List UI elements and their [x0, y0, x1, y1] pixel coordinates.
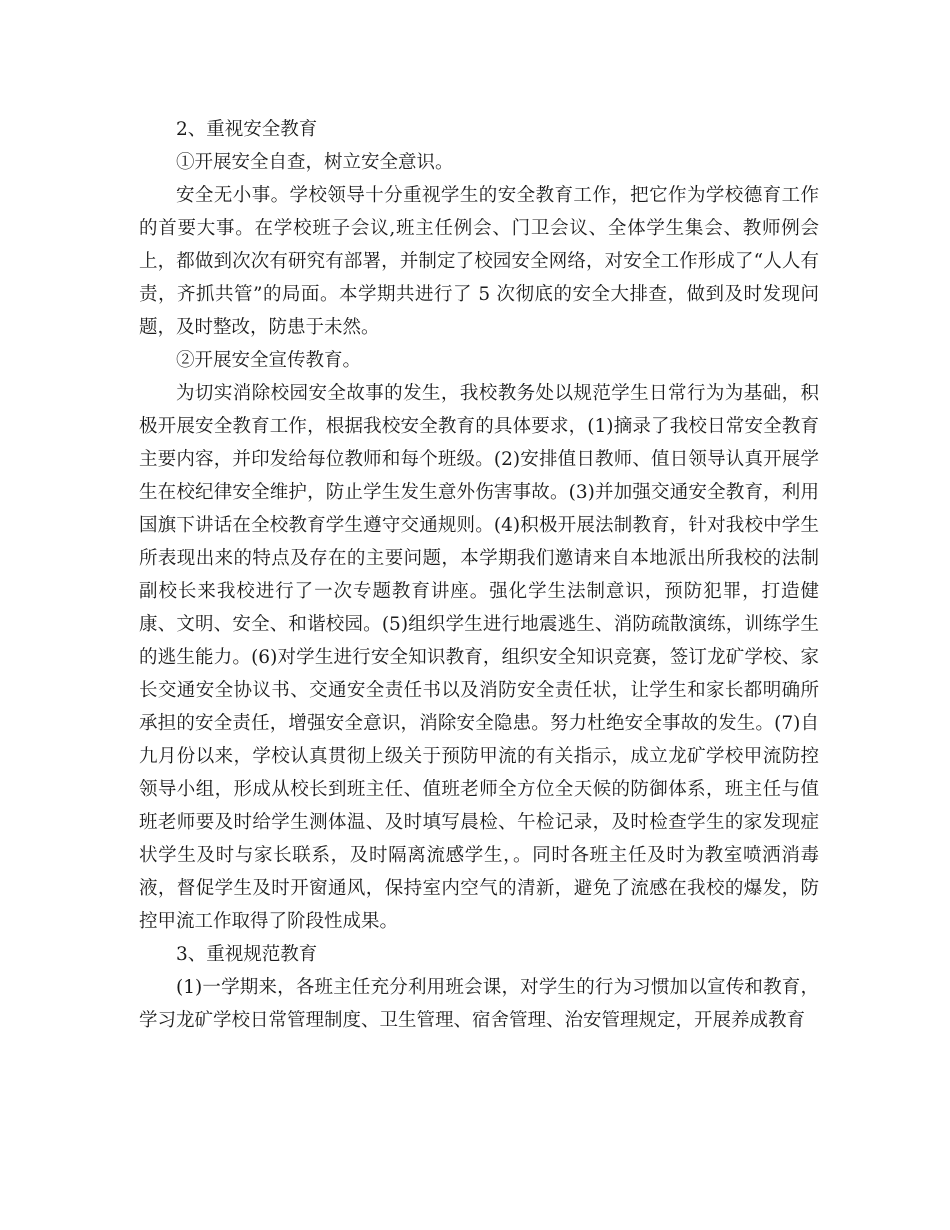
subheading-safety-self-check: ①开展安全自查，树立安全意识。 — [176, 152, 454, 173]
paragraph-safety-publicity: 为切实消除校园安全故事的发生，我校教务处以规范学生日常行为为基础，积极开展安全教育工作，根据我校安全教育的具体要求，(1)摘录了我校日常安全教育主要内容，并印发给每位教师和每个班级。(2)安排值日教师、值日领导认真开展学生在校纪律安全维护，防止学生发生意外伤害事故。(3)并加强交通安全教育，利用国旗下讲话在全校教育学生遵守交通规则。(4)积极开展法制教育，针对我校中学生所表现出来的特点及存在的主要问题，本学期我们邀请来自本地派出所我校的法制副校长来我校进行了一次专题教育讲座。强化学生法制意识，预防犯罪，打造健康、文明、安全、和谐校园。(5)组织学生进行地震逃生、消防疏散演练，训练学生的逃生能力。(6)对学生进行安全知识教育，组织安全知识竞赛，签订龙矿学校、家长交通安全协议书、交通安全责任书以及消防安全责任状，让学生和家长都明确所承担的安全责任，增强安全意识，消除安全隐患。努力杜绝安全事故的发生。(7)自九月份以来，学校认真贯彻上级关于预防甲流的有关指示，成立龙矿学校甲流防控领导小组，形成从校长到班主任、值班老师全方位全天候的防御体系，班主任与值班老师要及时给学生测体温、及时填写晨检、午检记录，及时检查学生的家发现症状学生及时与家长联系，及时隔离流感学生，。同时各班主任及时为教室喷洒消毒液，督促学生及时开窗通风，保持室内空气的清新，避免了流感在我校的爆发，防控甲流工作取得了阶段性成果。 — [139, 383, 819, 932]
subheading-safety-publicity: ②开展安全宣传教育。 — [176, 350, 362, 371]
paragraph-safety-self-check: 安全无小事。学校领导十分重视学生的安全教育工作，把它作为学校德育工作的首要大事。在学校班子会议,班主任例会、门卫会议、全体学生集会、教师例会上，都做到次次有研究有部署，并制定了校园安全网络，对安全工作形成了“人人有责，齐抓共管”的局面。本学期共进行了 5 次彻底的安全大排查，做到及时发现问题，及时整改，防患于未然。 — [139, 185, 819, 338]
section-heading-safety-education: 2、重视安全教育 — [176, 119, 318, 140]
document-body — [139, 113, 819, 1037]
section-heading-conduct-education: 3、重视规范教育 — [176, 944, 318, 965]
paragraph-conduct-education: (1)一学期来，各班主任充分利用班会课，对学生的行为习惯加以宣传和教育，学习龙矿学校日常管理制度、卫生管理、宿舍管理、治安管理规定，开展养成教育 — [139, 977, 819, 1031]
